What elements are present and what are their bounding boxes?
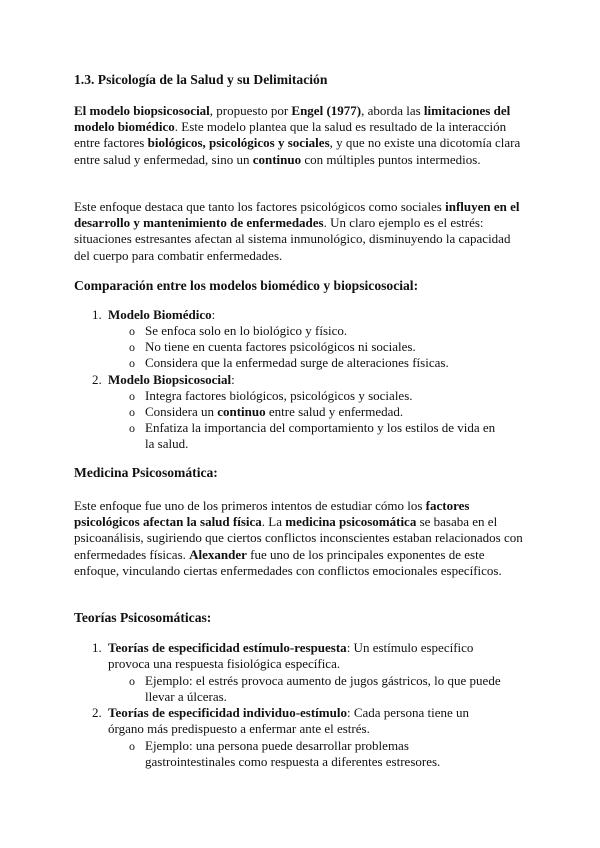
list-number: 1. — [92, 307, 102, 322]
list-item: Integra factores biológicos, psicológicos y sociales. — [145, 388, 413, 403]
psychosomatic-heading: Medicina Psicosomática: — [74, 465, 218, 480]
list-item: Considera un continuo entre salud y enfermedad. — [145, 404, 404, 419]
bullet-marker: o — [129, 674, 135, 688]
bullet-marker: o — [129, 324, 135, 338]
list-item-stimulus-response: Teorías de especificidad estímulo-respuesta: Un estímulo específico provoca una respuesta fisiológica específica. — [108, 640, 474, 672]
bullet-marker: o — [129, 356, 135, 370]
paragraph-biopsychosocial-intro: El modelo biopsicosocial, propuesto por Engel (1977), aborda las limitaciones del modelo biomédico. Este modelo plantea que la salud es resultado de la interacción entre factores biológicos, psicológicos y sociales, y que no existe una dicotomía clara entre salud y enfermedad, sino un continuo con múltiples puntos intermedios. — [74, 103, 521, 167]
list-item: Enfatiza la importancia del comportamiento y los estilos de vida en la salud. — [145, 420, 496, 452]
section-heading: 1.3. Psicología de la Salud y su Delimitación — [74, 72, 328, 87]
list-number: 2. — [92, 372, 102, 387]
list-item: Ejemplo: el estrés provoca aumento de jugos gástricos, lo que puede llevar a úlceras. — [145, 673, 501, 705]
theories-heading: Teorías Psicosomáticas: — [74, 610, 212, 625]
list-item: Considera que la enfermedad surge de alteraciones físicas. — [145, 355, 449, 370]
bullet-marker: o — [129, 340, 135, 354]
paragraph-psychological-factors: Este enfoque destaca que tanto los factores psicológicos como sociales influyen en el desarrollo y mantenimiento de enfermedades. Un claro ejemplo es el estrés: situaciones estresantes afectan al sistema inmunológico, disminuyendo la capacidad del cuerpo para combatir enfermedades. — [74, 199, 520, 263]
list-number: 2. — [92, 705, 102, 720]
list-item-biopsychosocial: Modelo Biopsicosocial: — [108, 372, 235, 387]
list-item-individual-stimulus: Teorías de especificidad individuo-estímulo: Cada persona tiene un órgano más predispuesto a enfermar ante el estrés. — [108, 705, 469, 737]
paragraph-psychosomatic-medicine: Este enfoque fue uno de los primeros intentos de estudiar cómo los factores psicológicos afectan la salud física. La medicina psicosomática se basaba en el psicoanálisis, sugiriendo que ciertos conflictos inconscientes estaban relacionados con enfermedades físicas. Alexander fue uno de los principales exponentes de este enfoque, vinculando ciertas enfermedades con conflictos emocionales específicos. — [74, 498, 523, 578]
bullet-marker: o — [129, 421, 135, 435]
list-item: Se enfoca solo en lo biológico y físico. — [145, 323, 348, 338]
bullet-marker: o — [129, 389, 135, 403]
list-item: No tiene en cuenta factores psicológicos ni sociales. — [145, 339, 416, 354]
list-number: 1. — [92, 640, 102, 655]
list-item: Ejemplo: una persona puede desarrollar problemas gastrointestinales como respuesta a diferentes estresores. — [145, 738, 441, 770]
bullet-marker: o — [129, 405, 135, 419]
comparison-heading: Comparación entre los modelos biomédico y biopsicosocial: — [74, 278, 419, 293]
bullet-marker: o — [129, 739, 135, 753]
list-item-biomedical: Modelo Biomédico: — [108, 307, 216, 322]
